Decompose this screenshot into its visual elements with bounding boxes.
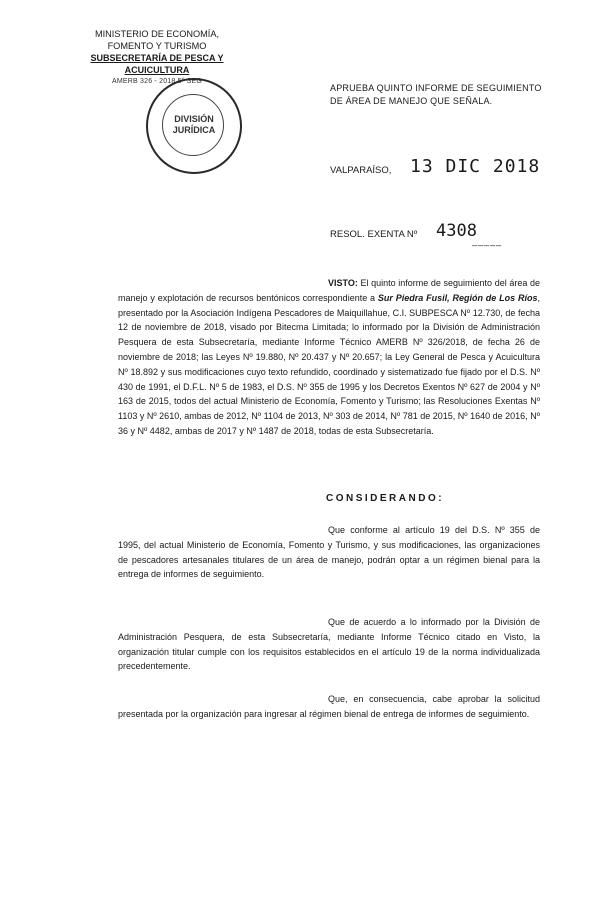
visto-area-name: Sur Piedra Fusil, Región de Los Ríos — [377, 292, 538, 303]
resolution-number-underline: _____ — [472, 236, 503, 246]
visto-text-b: , presentado por la Asociación Indígena Pescadores de Maiquillahue, C.I. SUBPESCA Nº 12.730, de fecha 12 de noviembre de 2018, visado por Bitecma Limitada; lo informado por la División de Administración Pesquera de esta Subsecretaría, mediante Informe Técnico AMERB Nº 326/2018, de fecha 26 de noviembre de 2018; las Leyes Nº 19.880, Nº 20.437 y Nº 20.657; la Ley General de Pesca y Acuicultura Nº 18.892 y sus modificaciones cuyo texto refundido, coordinado y sistematizado fue fijado por el D.S. Nº 430 de 1991, el D.F.L. Nº 5 de 1983, el D.S. Nº 355 de 1995 y los Decretos Exentos Nº 627 de 2004 y Nº 163 de 2015, todos del actual Ministerio de Economía, Fomento y Turismo; las Resoluciones Exentas Nº 1103 y Nº 2610, ambas de 2012, Nº 1104 de 2013, Nº 303 de 2014, Nº 781 de 2015, Nº 1640 de 2016, Nº 36 y Nº 4482, ambas de 2017 y Nº 1487 de 2018, todas de esta Subsecretaría. — [118, 292, 541, 436]
considerando-paragraph-3: Que, en consecuencia, cabe aprobar la solicitud presentada por la organización para ingresar al régimen bienal de entrega de informes de seguimiento. — [118, 694, 540, 719]
considerando-paragraph-2: Que de acuerdo a lo informado por la División de Administración Pesquera, de esta Subsecretaría, mediante Informe Técnico citado en Visto, la organización titular cumple con los requisitos establecidos en el artículo 19 de la norma individualizada precedentemente. — [118, 617, 540, 672]
stamp-line-2: JURÍDICA — [172, 125, 216, 135]
visto-label: VISTO: — [328, 278, 358, 288]
letterhead — [62, 28, 252, 88]
ministry-line-1: MINISTERIO DE ECONOMÍA, — [94, 29, 220, 39]
date-stamp: 13 DIC 2018 — [410, 156, 541, 177]
place-label: VALPARAÍSO, — [330, 165, 392, 176]
stamp-text — [148, 114, 240, 136]
resolution-label: RESOL. EXENTA Nº — [330, 229, 418, 240]
considerando-heading: CONSIDERANDO: — [326, 493, 445, 504]
subsecretaria-line: SUBSECRETARÍA DE PESCA Y ACUICULTURA — [90, 53, 224, 75]
visto-paragraph — [118, 276, 540, 439]
ministry-line-2: FOMENTO Y TURISMO — [107, 41, 207, 51]
memo-reference: AMERB 326 - 2018 5º SEG — [111, 78, 203, 85]
visto-text-a: El quinto informe de seguimiento del área de manejo y explotación de recursos bentónicos correspondiente a — [118, 278, 540, 303]
considerando-paragraph-1: Que conforme al artículo 19 del D.S. Nº 355 de 1995, del actual Ministerio de Economía, Fomento y Turismo, y sus modificaciones, las organizaciones de pescadores artesanales titulares de un área de manejo, podrán optar a un régimen bienal para la entrega de informes de seguimiento. — [118, 525, 540, 580]
resolution-subject: APRUEBA QUINTO INFORME DE SEGUIMIENTO DE ÁREA DE MANEJO QUE SEÑALA. — [330, 83, 542, 106]
stamp-line-1: DIVISIÓN — [174, 114, 214, 124]
division-juridica-stamp — [146, 78, 242, 174]
resolution-number: 4308 — [436, 221, 477, 241]
